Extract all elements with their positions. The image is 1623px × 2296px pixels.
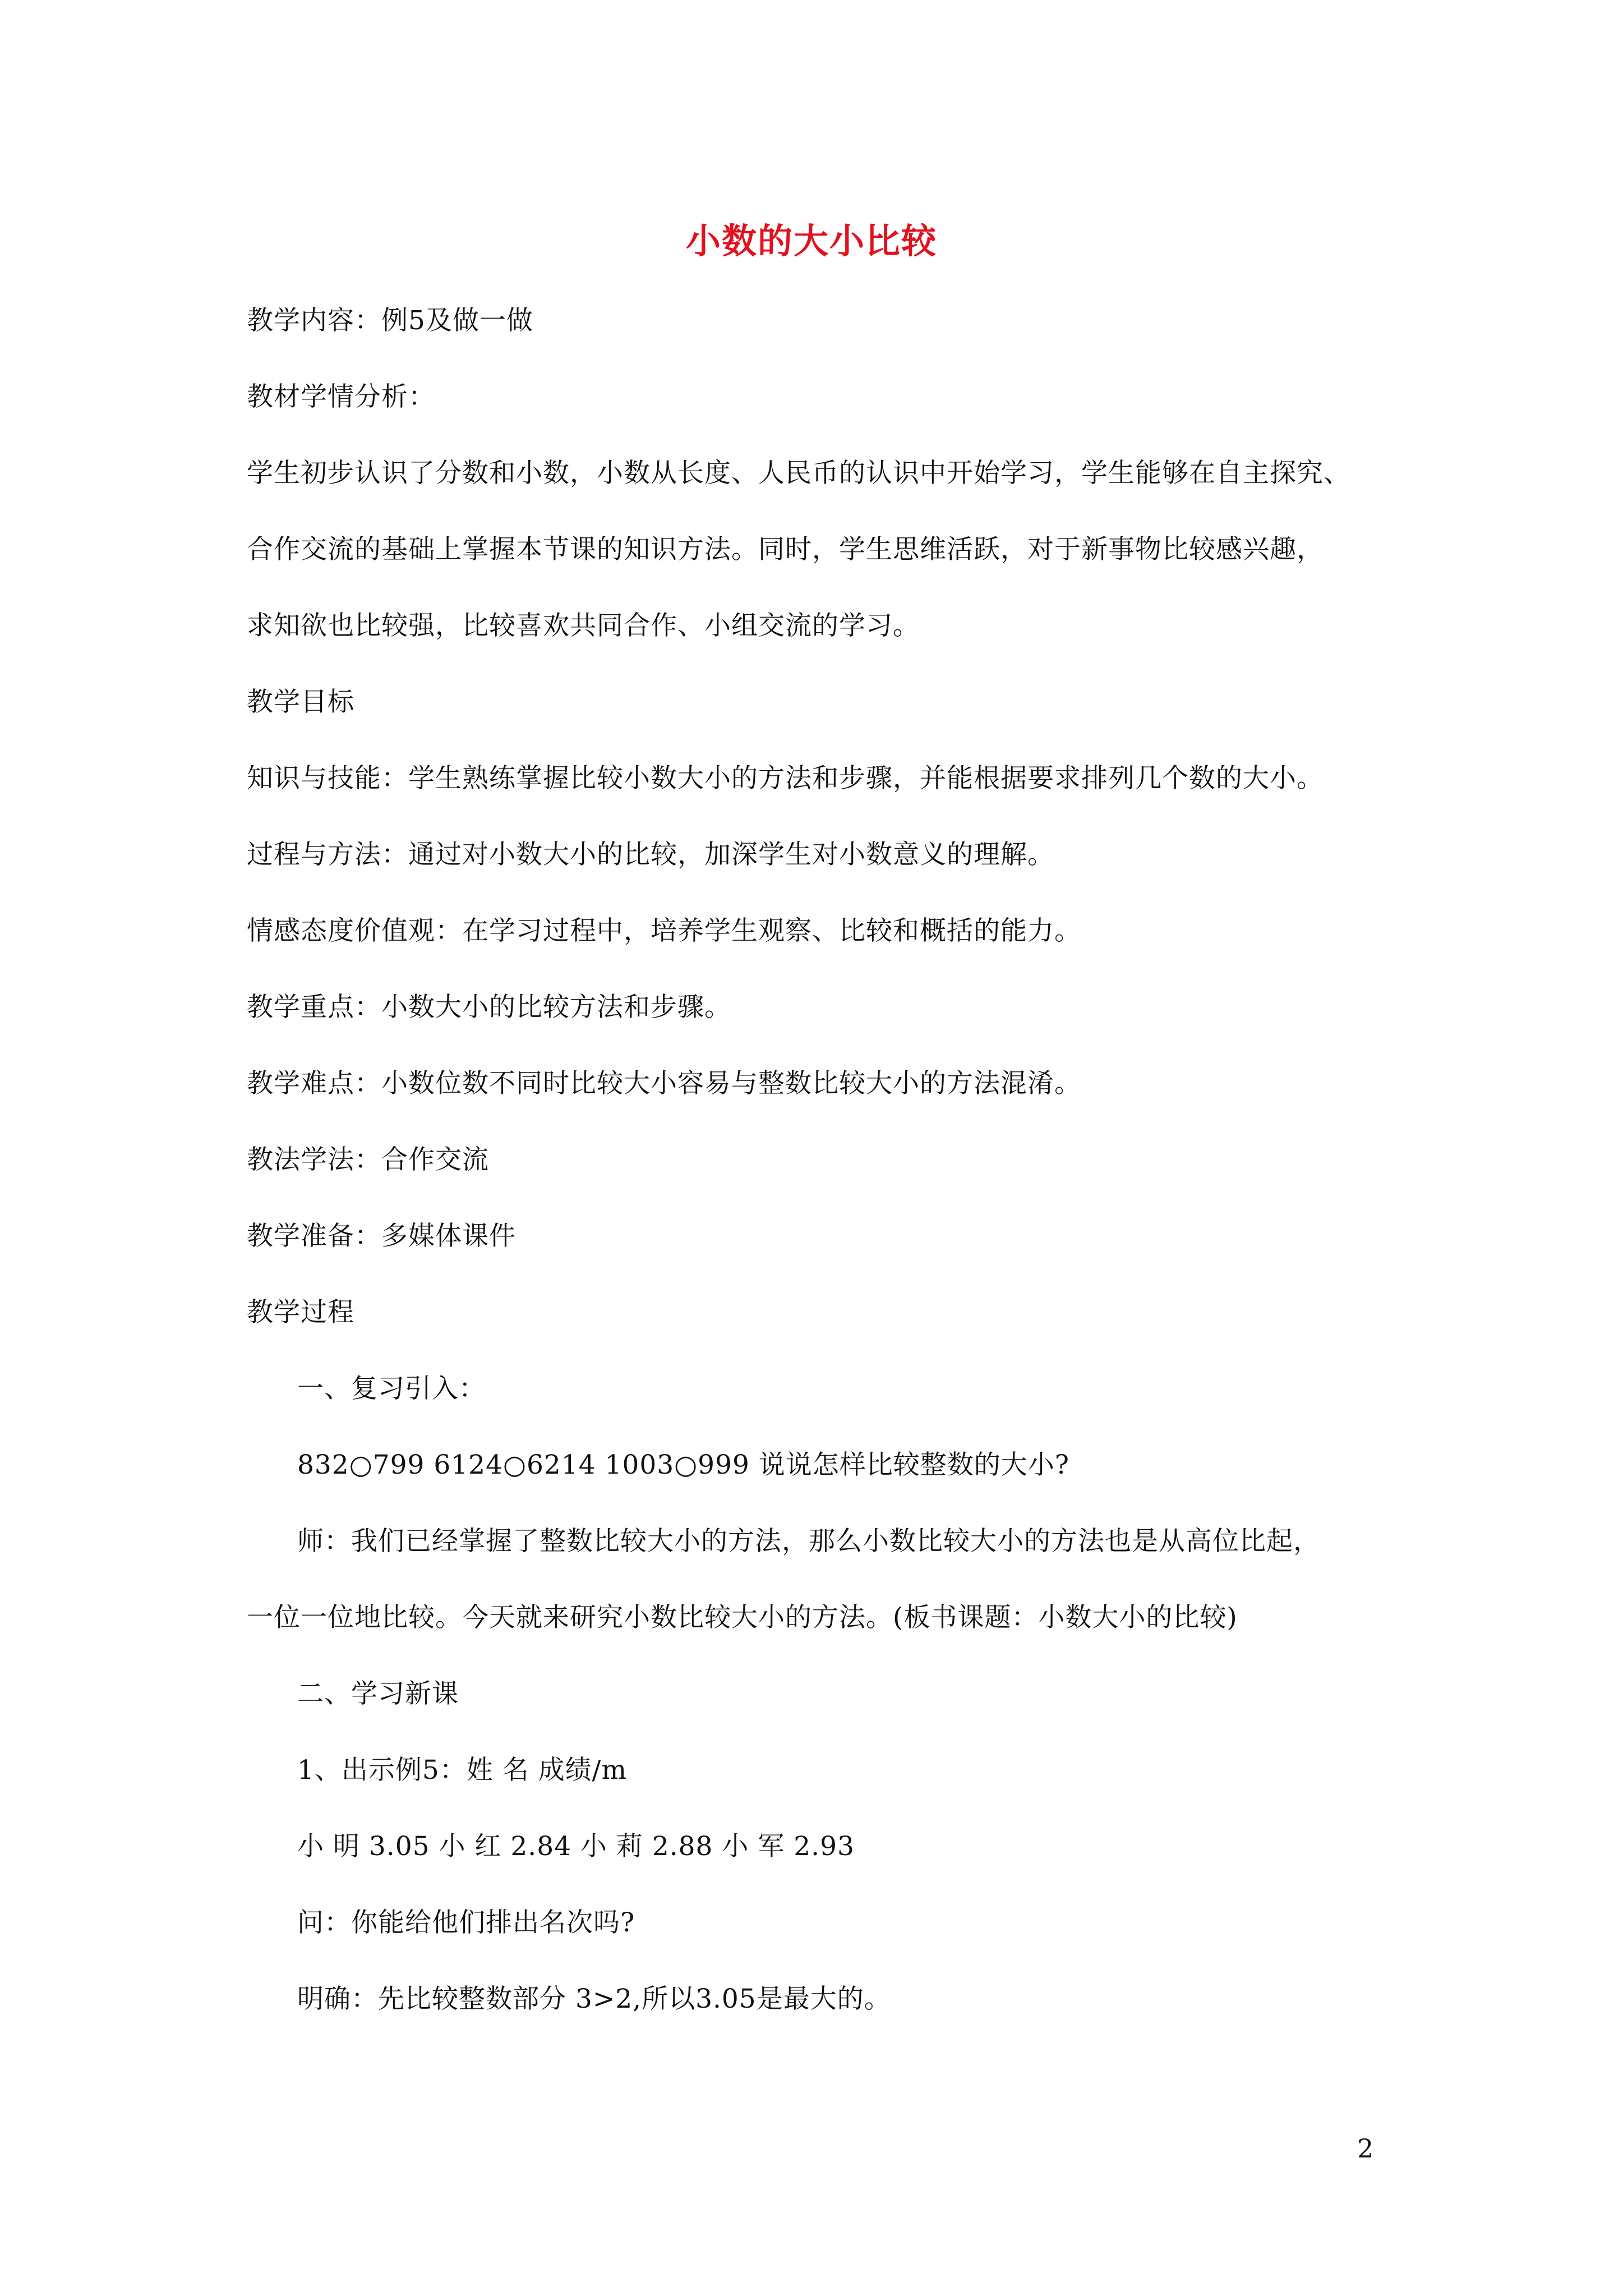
text-line: 情感态度价值观：在学习过程中，培养学生观察、比较和概括的能力。	[247, 915, 1081, 946]
text-line: 一、复习引入：	[297, 1373, 486, 1404]
text-line: 求知欲也比较强，比较喜欢共同合作、小组交流的学习。	[247, 610, 920, 641]
text-line: 一位一位地比较。今天就来研究小数比较大小的方法。(板书课题：小数大小的比较)	[247, 1602, 1238, 1633]
text-line: 教学目标	[247, 687, 354, 717]
text-line: 二、学习新课	[297, 1678, 459, 1709]
text-line: 师：我们已经掌握了整数比较大小的方法，那么小数比较大小的方法也是从高位比起，	[297, 1526, 1320, 1557]
text-line: 教学重点：小数大小的比较方法和步骤。	[247, 992, 731, 1023]
text-line: 合作交流的基础上掌握本节课的知识方法。同时，学生思维活跃，对于新事物比较感兴趣，	[247, 534, 1324, 565]
text-line: 问：你能给他们排出名次吗?	[297, 1907, 635, 1938]
text-line: 教材学情分析：	[247, 381, 435, 412]
text-line: 学生初步认识了分数和小数，小数从长度、人民币的认识中开始学习，学生能够在自主探究、	[247, 458, 1350, 489]
text-line: 1、出示例5：姓 名 成绩/m	[297, 1755, 628, 1786]
text-line: 明确：先比较整数部分 3>2,所以3.05是最大的。	[297, 1984, 891, 2014]
page-number: 2	[1357, 2133, 1374, 2164]
text-line: 教学内容：例5及做一做	[247, 305, 533, 336]
document-title: 小数的大小比较	[685, 220, 937, 261]
text-line: 832○799 6124○6214 1003○999 说说怎样比较整数的大小?	[297, 1450, 1070, 1480]
text-line: 教学难点：小数位数不同时比较大小容易与整数比较大小的方法混淆。	[247, 1068, 1081, 1099]
text-line: 小 明 3.05 小 红 2.84 小 莉 2.88 小 军 2.93	[297, 1831, 855, 1862]
text-line: 教法学法：合作交流	[247, 1144, 489, 1175]
text-line: 过程与方法：通过对小数大小的比较，加深学生对小数意义的理解。	[247, 839, 1054, 870]
text-line: 知识与技能：学生熟练掌握比较小数大小的方法和步骤，并能根据要求排列几个数的大小。	[247, 763, 1324, 794]
text-line: 教学过程	[247, 1297, 354, 1328]
text-line: 教学准备：多媒体课件	[247, 1221, 516, 1251]
